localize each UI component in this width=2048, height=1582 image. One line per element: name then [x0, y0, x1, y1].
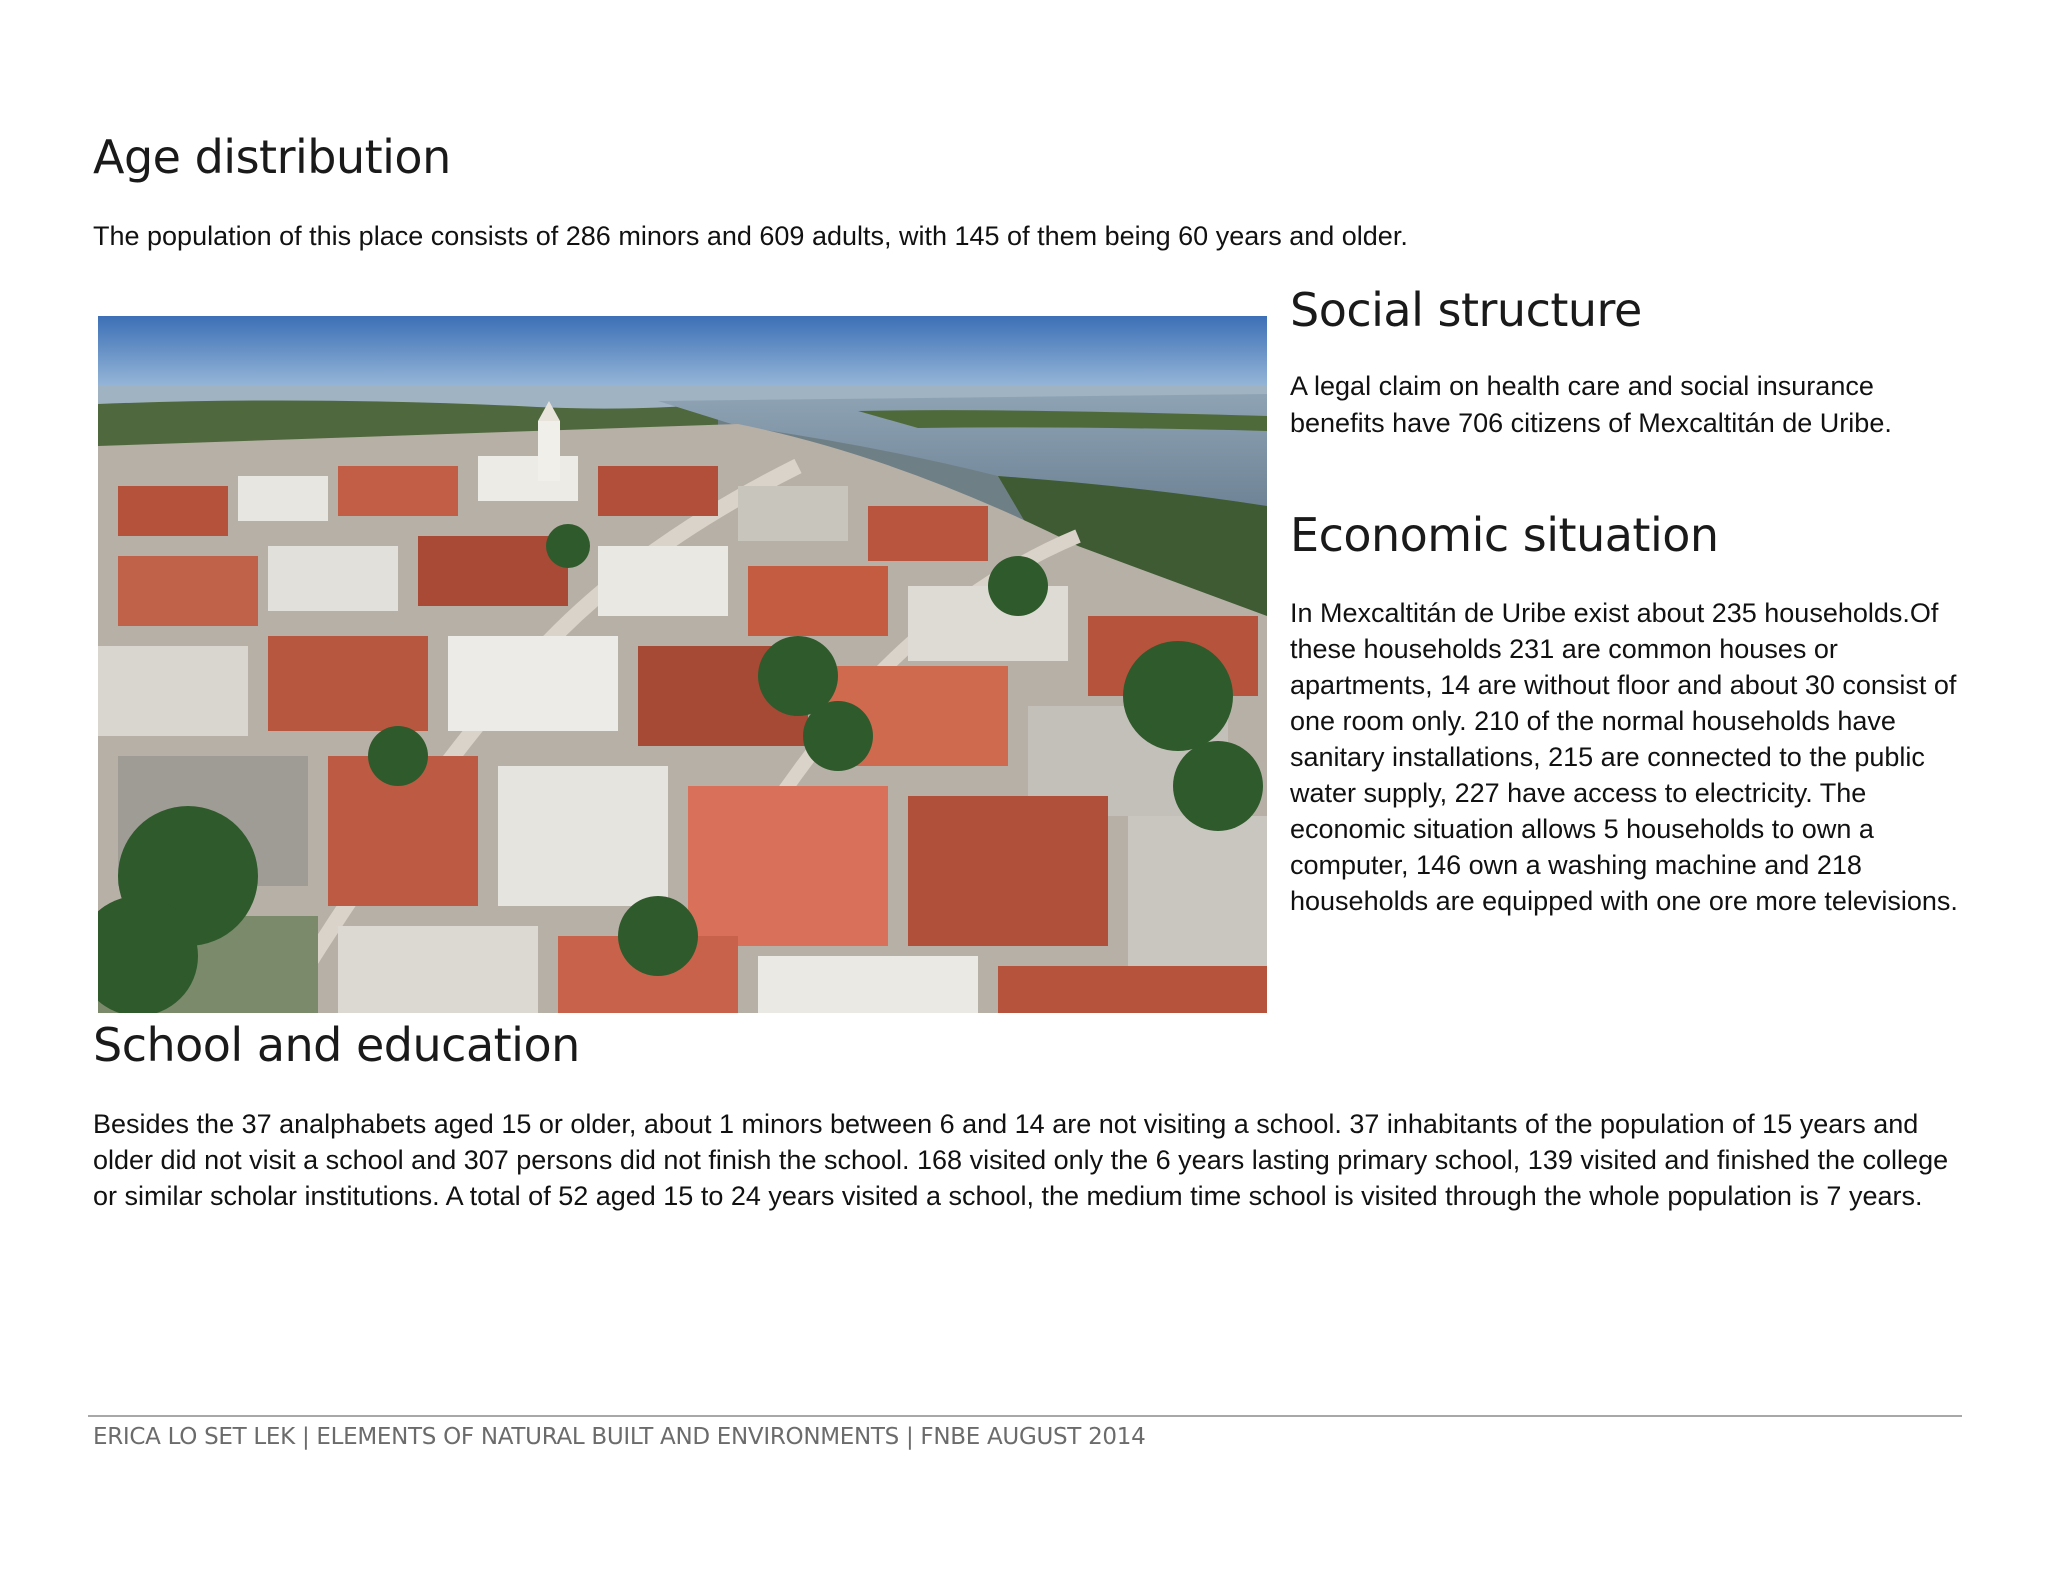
- economic-situation-text: In Mexcaltitán de Uribe exist about 235 households.Of these households 231 are common houses or apartments, 14 are without floor and about 30 consist of one room only. 210 of the normal households have sanitary installations, 215 are connected to the public water supply, 227 have access to electricity. The economic situation allows 5 households to own a computer, 146 own a washing machine and 218 households are equipped with one ore more televisions.: [1290, 598, 1958, 916]
- footer-divider: [88, 1415, 1962, 1417]
- social-structure-heading: Social structure: [1290, 283, 1642, 337]
- footer-text: ERICA LO SET LEK | ELEMENTS OF NATURAL BUILT AND ENVIRONMENTS | FNBE AUGUST 2014: [93, 1424, 1146, 1450]
- school-education-text: Besides the 37 analphabets aged 15 or older, about 1 minors between 6 and 14 are not visiting a school. 37 inhabitants of the population of 15 years and older did not visit a school and 307 persons did not finish the school. 168 visited only the 6 years lasting primary school, 139 visited and finished the college or similar scholar institutions. A total of 52 aged 15 to 24 years visited a school, the medium time school is visited through the whole population is 7 years.: [93, 1109, 1949, 1211]
- economic-situation-heading: Economic situation: [1290, 508, 1719, 562]
- school-education-heading: School and education: [93, 1018, 580, 1072]
- social-structure-text: A legal claim on health care and social insurance benefits have 706 citizens of Mexcaltitán de Uribe.: [1290, 371, 1892, 438]
- town-aerial-photo: [98, 316, 1267, 1013]
- age-distribution-text: The population of this place consists of 286 minors and 609 adults, with 145 of them being 60 years and older.: [93, 221, 1408, 251]
- age-distribution-heading: Age distribution: [93, 130, 451, 184]
